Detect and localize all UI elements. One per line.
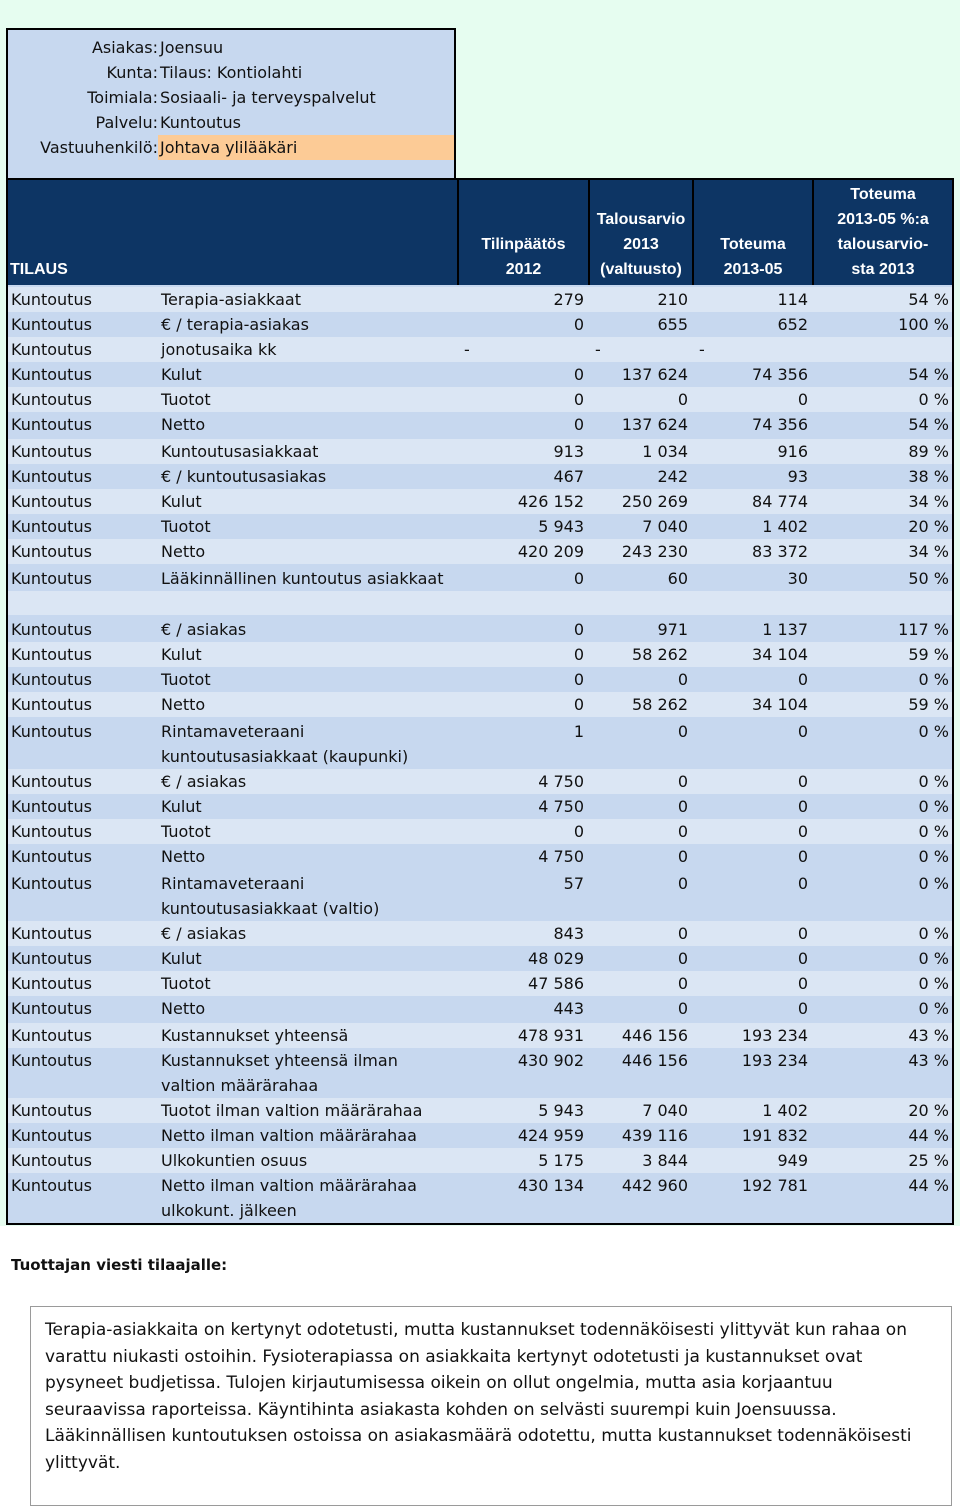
header-talousarvio: Talousarvio 2013 (valtuusto) <box>596 211 686 278</box>
table-row: Kuntoutus Terapia-asiakkaat 279 210 114 54 % <box>8 287 952 312</box>
table-row: Kuntoutus jonotusaika kk - - - <box>8 337 952 362</box>
table-row: Kuntoutus € / asiakas 843 0 0 0 % <box>8 921 952 946</box>
table-row: Kuntoutus Tuotot 0 0 0 0 % <box>8 387 952 412</box>
info-row-kunta <box>8 60 456 85</box>
info-row-palvelu <box>8 110 456 135</box>
table-row: Kuntoutus Tuotot 0 0 0 0 % <box>11 670 949 689</box>
info-value: Sosiaali- ja terveyspalvelut <box>160 88 376 107</box>
table-row: Kuntoutus Tuotot ilman valtion määrärahaa 5 943 7 040 1 402 20 % <box>8 1098 952 1123</box>
table-row: Kuntoutus Kulut 0 58 262 34 104 59 % <box>8 642 952 667</box>
info-label: Vastuuhenkilö: <box>40 138 158 157</box>
table-row: Kuntoutus Tuotot 47 586 0 0 0 % <box>8 971 952 996</box>
table-row: Kuntoutus Netto 4 750 0 0 0 % <box>11 847 949 866</box>
table-row: Kuntoutus € / kuntoutusasiakas 467 242 93 38 % <box>11 467 949 486</box>
table-row: Kuntoutus Tuotot 5 943 7 040 1 402 20 % <box>11 517 949 536</box>
table-row: Kuntoutus Kulut 4 750 0 0 0 % <box>11 797 949 816</box>
table-row: Kuntoutus Kustannukset yhteensä ilman valtion määrärahaa 430 902 446 156 193 234 43 % <box>11 1051 949 1095</box>
header-toteuma: Toteuma 2013-05 <box>720 236 786 278</box>
info-label: Asiakas: <box>91 38 158 57</box>
table-row: Kuntoutus Netto ilman valtion määrärahaa 424 959 439 116 191 832 44 % <box>11 1126 949 1145</box>
table-row: Kuntoutus Rintamaveteraani kuntoutusasiakkaat (kaupunki) 1 0 0 0 % <box>11 722 949 766</box>
table-row: Kuntoutus Netto 0 137 624 74 356 54 % <box>11 415 949 434</box>
table-row: Kuntoutus Ulkokuntien osuus 5 175 3 844 949 25 % <box>8 1148 952 1173</box>
table-header <box>8 180 952 285</box>
info-value: Joensuu <box>160 38 224 57</box>
table-row: Kuntoutus Netto 443 0 0 0 % <box>11 999 949 1018</box>
message-box: Terapia-asiakkaita on kertynyt odotetusti, mutta kustannukset todennäköisesti ylittyvät kun rahaa on varattu niukasti ostoihin. Fysioterapiassa on asiakkaita kertynyt odotetusti ja kustannukset ovat pysyneet budjetissa. Tulojen kirjautumisessa oikein on ollut ongelmia, mutta asia korjaantuu seuraavissa raporteissa. Käyntihinta asiakasta kohden on selvästi suurempi kuin Joensuussa. Lääkinnällisen kuntoutuksen ostoissa on asiakasmäärä odotettu, mutta kustannukset todennäköisesti ylittyvät. <box>30 1306 952 1506</box>
table-row: Kuntoutus € / asiakas 4 750 0 0 0 % <box>8 769 952 794</box>
info-value-highlighted: Johtava ylilääkäri <box>158 135 454 160</box>
message-label: Tuottajan viesti tilaajalle: <box>11 1256 228 1274</box>
info-label: Toimiala: <box>87 88 158 107</box>
info-value: Kuntoutus <box>160 113 241 132</box>
table-row: Kuntoutus Netto 0 58 262 34 104 59 % <box>8 692 952 717</box>
table-spacer <box>8 591 952 615</box>
table-row: Kuntoutus Kulut 48 029 0 0 0 % <box>11 949 949 968</box>
info-row-asiakas <box>8 35 456 60</box>
info-row-toimiala <box>8 85 456 110</box>
info-label: Palvelu: <box>95 113 158 132</box>
report-table <box>6 178 954 1225</box>
info-row-vastuuhenkilo <box>8 135 456 160</box>
table-row: Kuntoutus Kuntoutusasiakkaat 913 1 034 916 89 % <box>8 439 952 464</box>
table-row: Kuntoutus Kulut 0 137 624 74 356 54 % <box>11 365 949 384</box>
header-tilinpaatos: Tilinpäätös 2012 <box>481 236 566 278</box>
info-label: Kunta: <box>106 63 158 82</box>
table-row: Kuntoutus € / asiakas 0 971 1 137 117 % <box>11 620 949 639</box>
table-row: Kuntoutus Kulut 426 152 250 269 84 774 34 % <box>8 489 952 514</box>
header-toteuma-percent: Toteuma 2013-05 %:a talousarvio- sta 2013 <box>837 186 929 278</box>
table-row: Kuntoutus Kustannukset yhteensä 478 931 446 156 193 234 43 % <box>8 1023 952 1048</box>
table-row: Kuntoutus Tuotot 0 0 0 0 % <box>8 819 952 844</box>
table-row: Kuntoutus Netto ilman valtion määrärahaa ulkokunt. jälkeen 430 134 442 960 192 781 44 % <box>11 1176 949 1220</box>
table-row: Kuntoutus Rintamaveteraani kuntoutusasiakkaat (valtio) 57 0 0 0 % <box>11 874 949 918</box>
header-tilaus: TILAUS <box>10 261 68 278</box>
table-row: Kuntoutus Lääkinnällinen kuntoutus asiakkaat 0 60 30 50 % <box>11 569 949 588</box>
info-value: Tilaus: Kontiolahti <box>160 63 303 82</box>
info-box <box>6 28 456 178</box>
table-row: Kuntoutus € / terapia-asiakas 0 655 652 100 % <box>11 315 949 334</box>
table-row: Kuntoutus Netto 420 209 243 230 83 372 34 % <box>8 539 952 564</box>
